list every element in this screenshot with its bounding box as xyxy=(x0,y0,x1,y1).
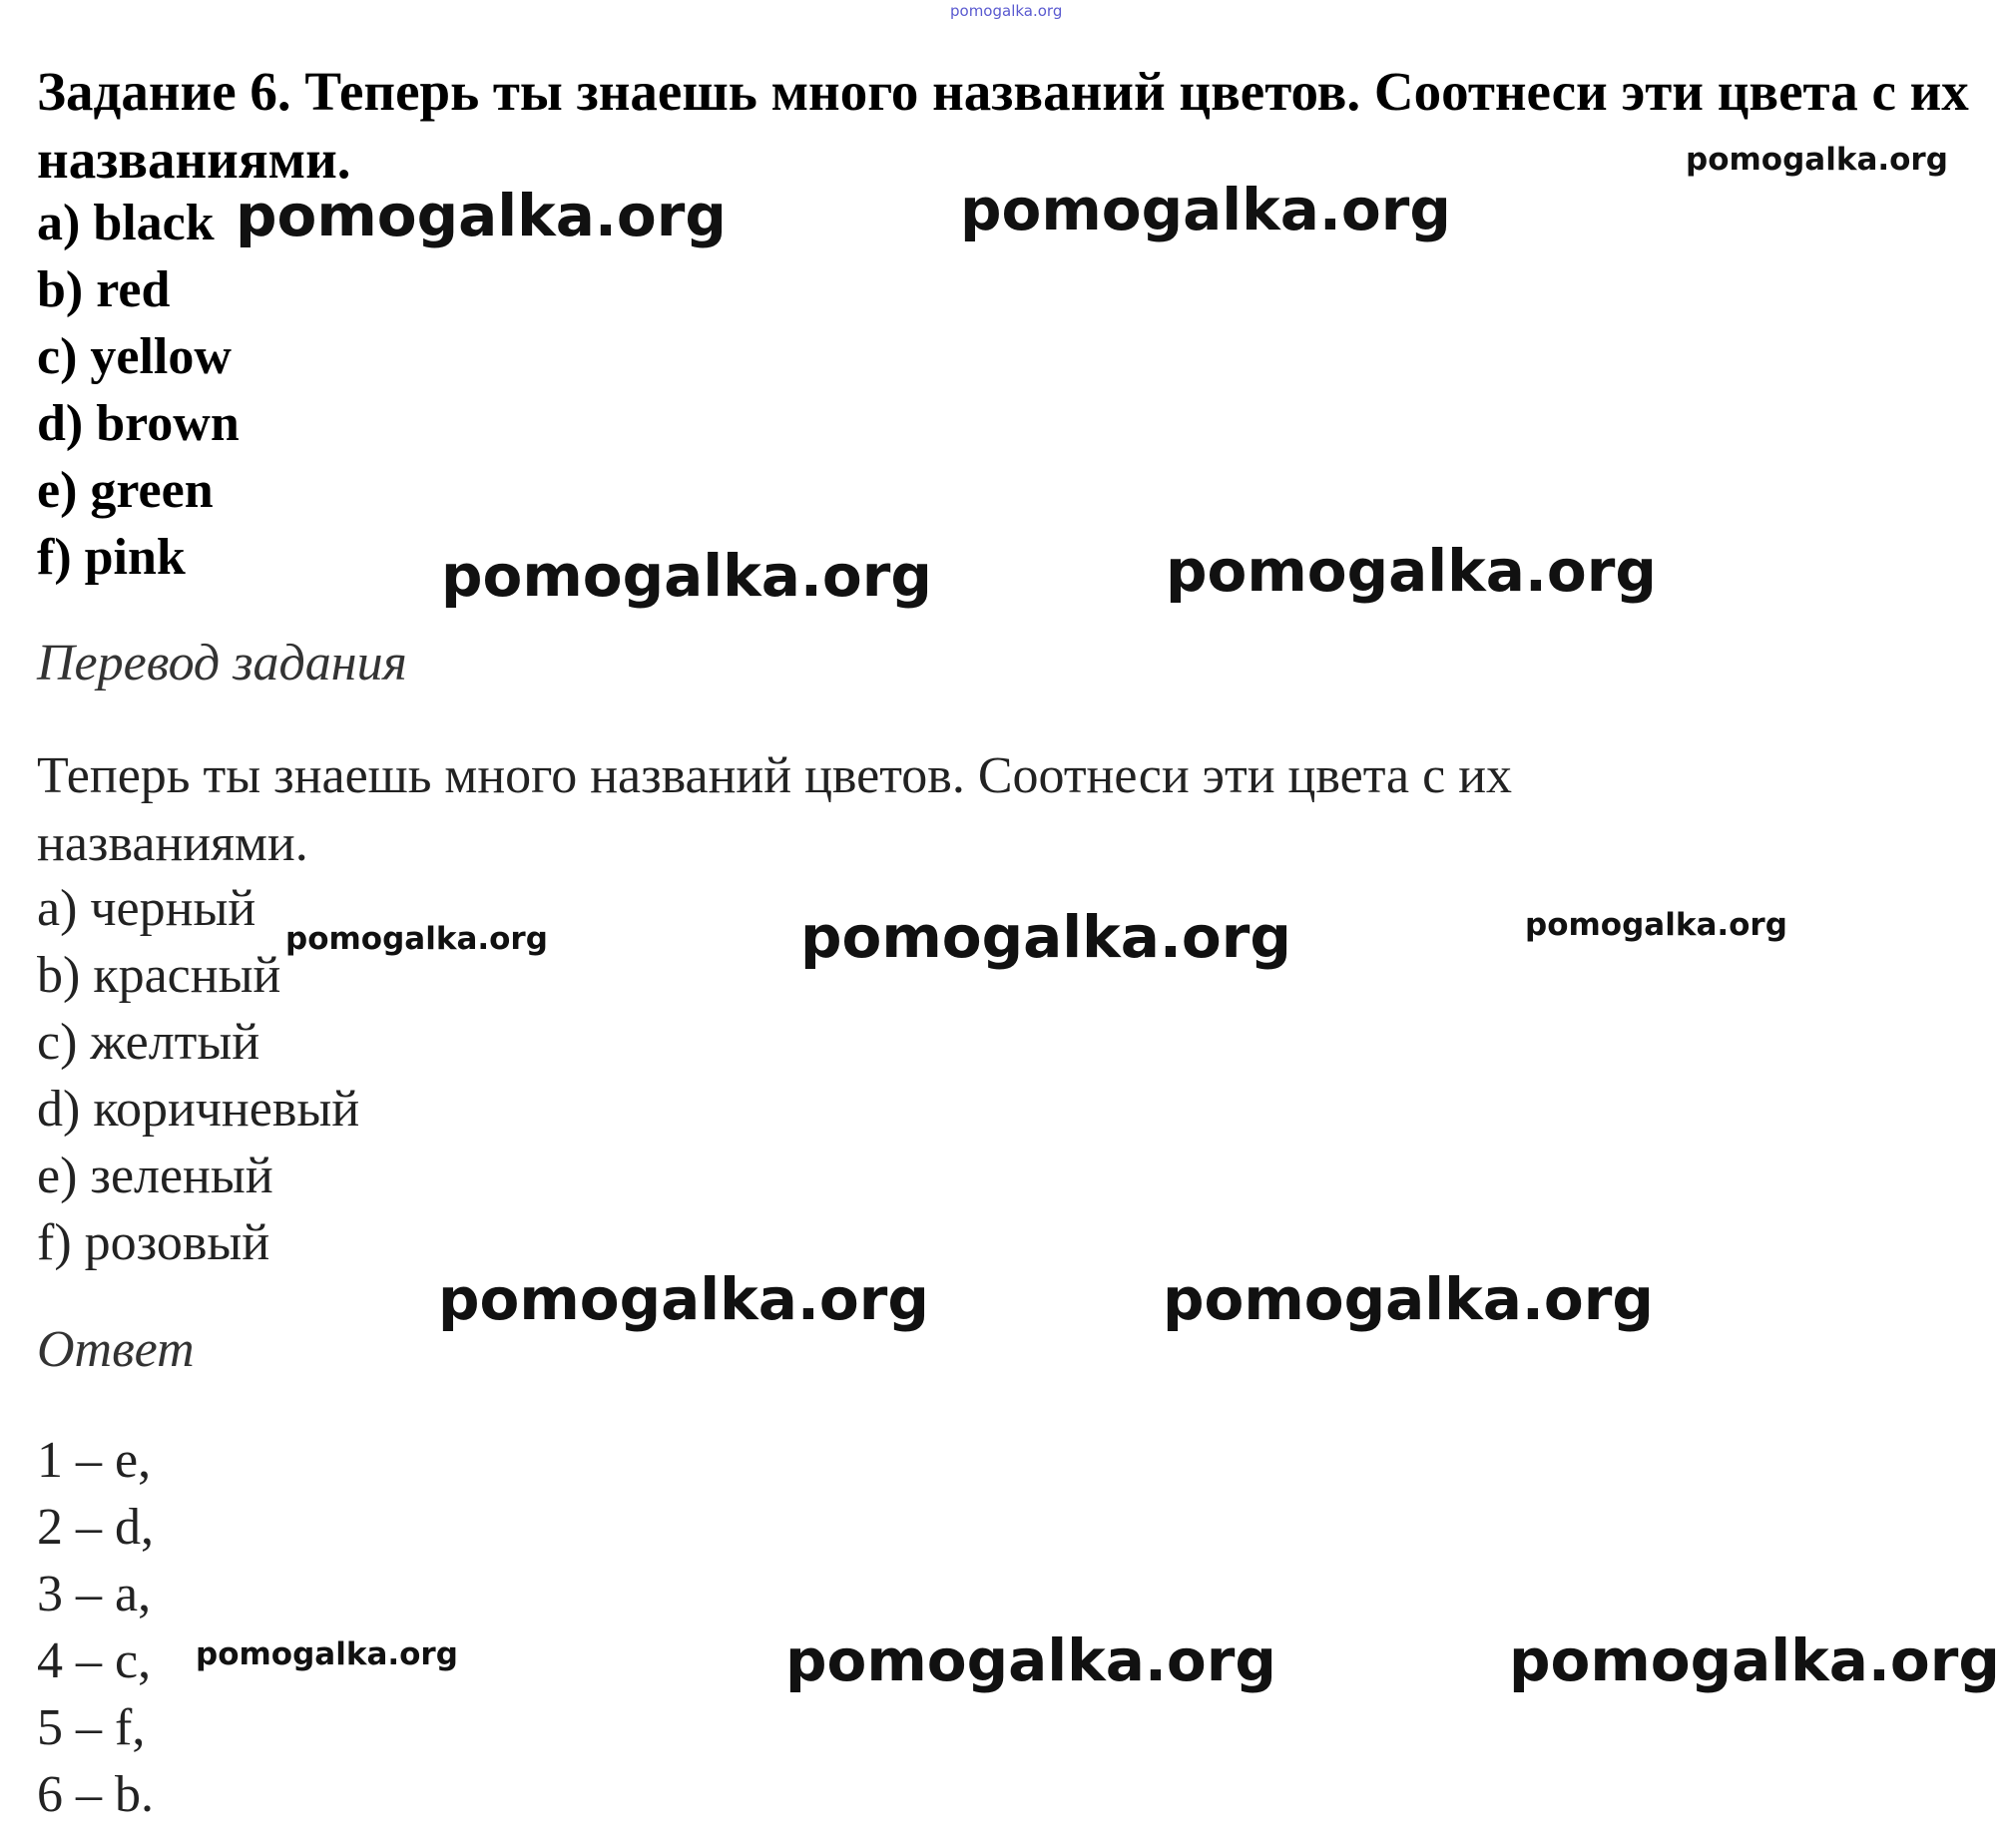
watermark: pomogalka.org xyxy=(1163,1265,1654,1333)
task-item: d) brown xyxy=(37,395,240,452)
task-item: e) green xyxy=(37,462,214,519)
watermark: pomogalka.org xyxy=(285,921,548,957)
watermark: pomogalka.org xyxy=(960,176,1451,243)
translation-item: c) желтый xyxy=(37,1014,260,1071)
answer-item: 4 – c, xyxy=(37,1632,152,1689)
watermark: pomogalka.org xyxy=(1509,1626,2000,1694)
task-item: b) red xyxy=(37,261,171,318)
translation-text: Теперь ты знаешь много названий цветов. Соотнеси эти цвета с их названиями. xyxy=(37,747,1513,872)
translation-item: b) красный xyxy=(37,947,281,1004)
translation-heading: Перевод задания xyxy=(37,635,407,692)
watermark: pomogalka.org xyxy=(1166,537,1657,605)
watermark-top: pomogalka.org xyxy=(950,2,1063,20)
answer-item: 5 – f, xyxy=(37,1699,146,1756)
task-items-list xyxy=(37,190,240,591)
translation-item: d) коричневый xyxy=(37,1081,360,1138)
watermark: pomogalka.org xyxy=(785,1626,1276,1694)
task-item: a) black xyxy=(37,195,215,251)
answer-item: 3 – a, xyxy=(37,1566,152,1622)
task-title: Задание 6. Теперь ты знаешь много названий цветов. Соотнеси эти цвета с их названиями. xyxy=(37,61,1969,190)
translation-item: a) черный xyxy=(37,880,256,937)
watermark: pomogalka.org xyxy=(1686,142,1948,178)
watermark: pomogalka.org xyxy=(800,903,1291,971)
watermark: pomogalka.org xyxy=(438,1265,929,1333)
answer-items-list xyxy=(37,1427,154,1828)
answer-heading: Ответ xyxy=(37,1321,195,1378)
watermark: pomogalka.org xyxy=(196,1636,458,1672)
watermark: pomogalka.org xyxy=(441,542,932,610)
watermark: pomogalka.org xyxy=(236,182,727,249)
task-item: f) pink xyxy=(37,529,186,586)
answer-item: 2 – d, xyxy=(37,1499,154,1556)
answer-item: 6 – b. xyxy=(37,1766,154,1823)
answer-item: 1 – e, xyxy=(37,1432,152,1489)
translation-item: f) розовый xyxy=(37,1214,270,1271)
task-item: c) yellow xyxy=(37,328,232,385)
translation-item: e) зеленый xyxy=(37,1148,273,1204)
watermark: pomogalka.org xyxy=(1525,907,1787,943)
